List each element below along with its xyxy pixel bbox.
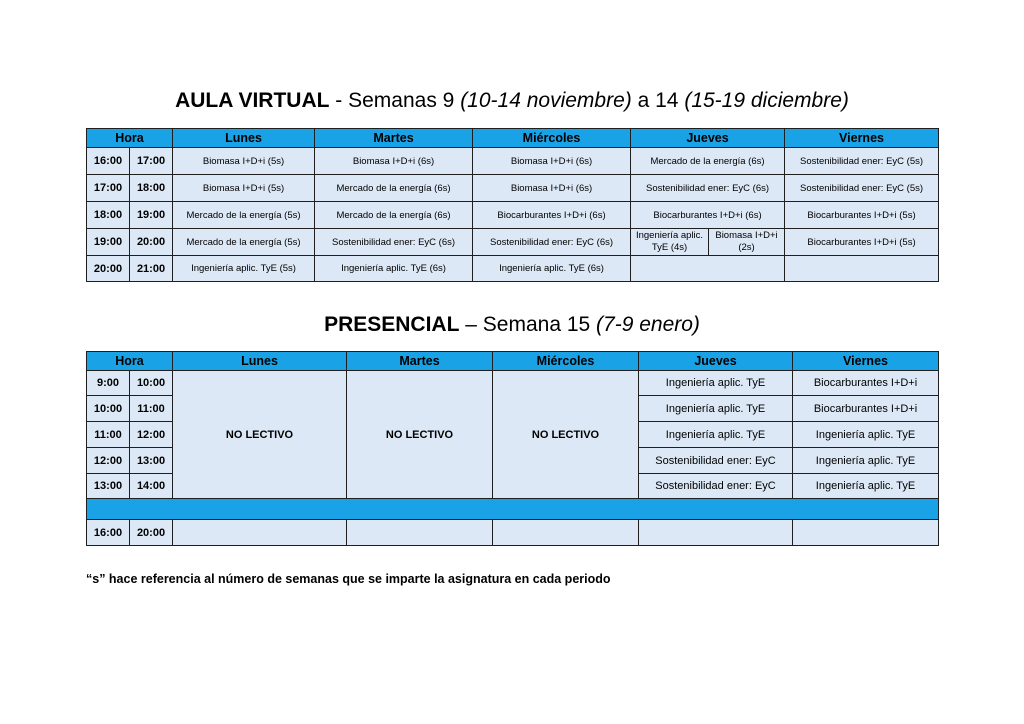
cell-viernes: Biocarburantes I+D+i (5s) [785,229,939,256]
time-start: 16:00 [87,148,130,175]
aula-virtual-title [0,89,1024,113]
cell-jueves: Ingeniería aplic. TyE [639,371,793,396]
time-end: 20:00 [130,229,173,256]
time-end: 12:00 [130,422,173,448]
header-jueves: Jueves [631,129,785,148]
aula-virtual-title-weeks: - Semanas 9 [329,89,461,112]
lunch-break-band [87,499,939,520]
aula-virtual-schedule-table [86,128,939,282]
aula-virtual-title-to: a 14 [631,89,685,112]
time-start: 12:00 [87,448,130,474]
cell-viernes: Ingeniería aplic. TyE [793,474,939,499]
cell-lunes: Biomasa I+D+i (5s) [173,148,315,175]
cell-jueves: Ingeniería aplic. TyE [639,396,793,422]
header-viernes: Viernes [785,129,939,148]
time-start: 13:00 [87,474,130,499]
cell-viernes: Biocarburantes I+D+i [793,396,939,422]
cell-martes: Mercado de la energía (6s) [315,202,473,229]
cell-jueves: Ingeniería aplic. TyE [639,422,793,448]
presencial-title-bold: PRESENCIAL [324,313,460,336]
header-martes: Martes [315,129,473,148]
time-start: 10:00 [87,396,130,422]
cell-martes [347,520,493,546]
header-jueves: Jueves [639,352,793,371]
presencial-schedule-table [86,351,939,546]
no-lectivo-martes: NO LECTIVO [347,371,493,499]
cell-viernes [793,520,939,546]
time-end: 17:00 [130,148,173,175]
cell-lunes: Biomasa I+D+i (5s) [173,175,315,202]
table-row [87,202,939,229]
cell-martes: Ingeniería aplic. TyE (6s) [315,256,473,282]
cell-miercoles: Biomasa I+D+i (6s) [473,148,631,175]
cell-miercoles [493,520,639,546]
cell-martes: Biomasa I+D+i (6s) [315,148,473,175]
cell-jueves: Sostenibilidad ener: EyC [639,474,793,499]
time-end: 14:00 [130,474,173,499]
cell-jueves-b: Biomasa I+D+i (2s) [709,229,785,256]
presencial-title [0,313,1024,337]
presencial-title-week: – Semana 15 [459,313,597,336]
time-end: 13:00 [130,448,173,474]
time-end: 19:00 [130,202,173,229]
cell-lunes: Mercado de la energía (5s) [173,202,315,229]
no-lectivo-lunes: NO LECTIVO [173,371,347,499]
time-start: 17:00 [87,175,130,202]
cell-miercoles: Biocarburantes I+D+i (6s) [473,202,631,229]
cell-lunes [173,520,347,546]
cell-miercoles: Ingeniería aplic. TyE (6s) [473,256,631,282]
aula-virtual-title-bold: AULA VIRTUAL [175,89,330,112]
cell-jueves: Biocarburantes I+D+i (6s) [631,202,785,229]
time-start: 20:00 [87,256,130,282]
time-start: 16:00 [87,520,130,546]
no-lectivo-miercoles: NO LECTIVO [493,371,639,499]
cell-jueves: Sostenibilidad ener: EyC (6s) [631,175,785,202]
time-start: 11:00 [87,422,130,448]
header-hora: Hora [87,129,173,148]
header-miercoles: Miércoles [473,129,631,148]
cell-miercoles: Biomasa I+D+i (6s) [473,175,631,202]
cell-jueves: Mercado de la energía (6s) [631,148,785,175]
cell-viernes: Ingeniería aplic. TyE [793,422,939,448]
aula-virtual-title-range1: (10-14 noviembre) [460,89,632,112]
table-row [87,371,939,396]
cell-jueves [639,520,793,546]
cell-viernes: Ingeniería aplic. TyE [793,448,939,474]
cell-lunes: Ingeniería aplic. TyE (5s) [173,256,315,282]
header-lunes: Lunes [173,129,315,148]
time-end: 10:00 [130,371,173,396]
table-row [87,175,939,202]
table-header-row [87,129,939,148]
cell-jueves [631,256,785,282]
table-header-row [87,352,939,371]
header-hora: Hora [87,352,173,371]
table-row [87,256,939,282]
cell-viernes: Biocarburantes I+D+i [793,371,939,396]
cell-jueves-a: Ingeniería aplic. TyE (4s) [631,229,709,256]
header-lunes: Lunes [173,352,347,371]
cell-viernes [785,256,939,282]
footnote: “s” hace referencia al número de semanas que se imparte la asignatura en cada periodo [86,572,611,586]
time-end: 18:00 [130,175,173,202]
aula-virtual-title-range2: (15-19 diciembre) [684,89,849,112]
header-miercoles: Miércoles [493,352,639,371]
time-start: 18:00 [87,202,130,229]
table-row [87,229,939,256]
cell-martes: Mercado de la energía (6s) [315,175,473,202]
header-martes: Martes [347,352,493,371]
table-row [87,148,939,175]
cell-viernes: Sostenibilidad ener: EyC (5s) [785,148,939,175]
time-start: 19:00 [87,229,130,256]
time-end: 11:00 [130,396,173,422]
time-end: 21:00 [130,256,173,282]
cell-lunes: Mercado de la energía (5s) [173,229,315,256]
cell-martes: Sostenibilidad ener: EyC (6s) [315,229,473,256]
break-band-cell [87,499,939,520]
header-viernes: Viernes [793,352,939,371]
cell-miercoles: Sostenibilidad ener: EyC (6s) [473,229,631,256]
cell-viernes: Sostenibilidad ener: EyC (5s) [785,175,939,202]
table-row [87,520,939,546]
time-end: 20:00 [130,520,173,546]
cell-jueves: Sostenibilidad ener: EyC [639,448,793,474]
presencial-title-range: (7-9 enero) [596,313,700,336]
cell-viernes: Biocarburantes I+D+i (5s) [785,202,939,229]
time-start: 9:00 [87,371,130,396]
